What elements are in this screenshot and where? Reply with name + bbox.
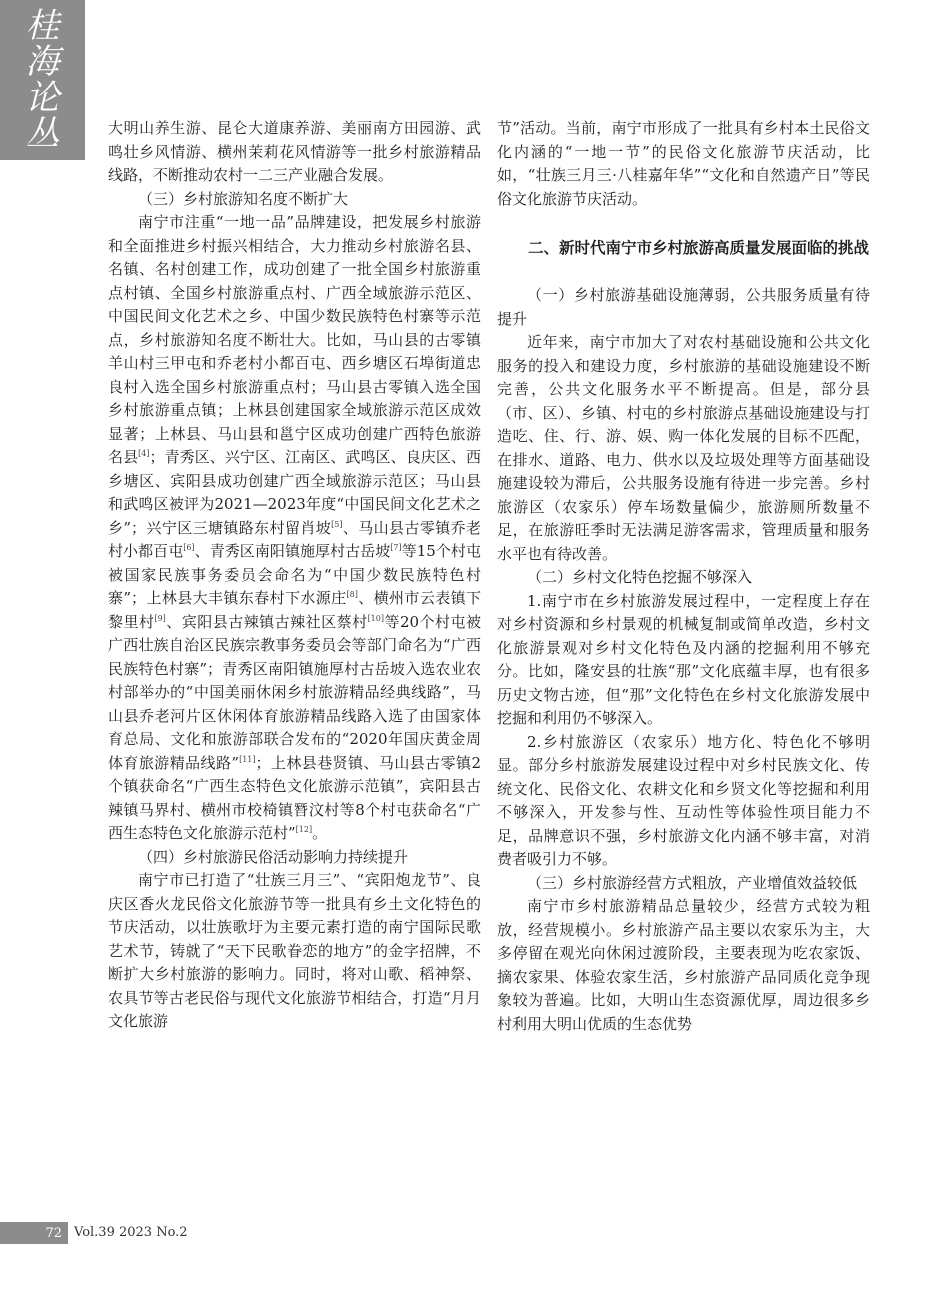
logo-char: 丛	[25, 114, 60, 154]
right-column	[497, 117, 870, 1036]
citation-ref: [9]	[154, 613, 166, 623]
paragraph: 2.乡村旅游区（农家乐）地方化、特色化不够明显。部分乡村旅游发展建设过程中对乡村民族文化、传统文化、民俗文化、农耕文化和乡贤文化等挖掘和利用不够深入，开发参与性、互动性等体验性项目能力不足，品牌意识不强，乡村旅游文化内涵不够丰富，对消费者吸引力不够。	[497, 732, 870, 868]
subheading: （二）乡村文化特色挖掘不够深入	[527, 568, 753, 586]
citation-ref: [5]	[331, 519, 343, 529]
subheading: （三）乡村旅游经营方式粗放，产业增值效益较低	[527, 873, 858, 892]
subheading: （一）乡村旅游基础设施薄弱，公共服务质量有待提升	[497, 286, 870, 328]
subheading: （三）乡村旅游知名度不断扩大	[138, 189, 349, 208]
citation-ref: [11]	[239, 754, 256, 764]
citation-ref: [12]	[295, 825, 313, 834]
journal-volume: Vol.39 2023 No.2	[74, 1225, 188, 1240]
citation-ref: [4]	[138, 449, 150, 458]
paragraph: 节”活动。当前，南宁市形成了一批具有乡村本土民俗文化内涵的“一地一节”的民俗文化旅游节庆活动，比如，“壮族三月三·八桂嘉年华”“文化和自然遗产日”等民俗文化旅游节庆活动。	[497, 119, 870, 208]
logo-char: 桂	[25, 6, 60, 46]
paragraph: 1.南宁市在乡村旅游发展过程中，一定程度上存在对乡村资源和乡村景观的机械复制或简单改造，乡村文化旅游景观对乡村文化特色及内涵的挖掘利用不够充分。比如，隆安县的壮族“那”文化底蕴丰厚，也有很多历史文物古迹，但“那”文化特色在乡村文化旅游发展中挖掘和利用仍不够深入。	[497, 591, 870, 727]
citation-ref: [8]	[346, 590, 358, 599]
paragraph: 南宁市乡村旅游精品总量较少，经营方式较为粗放，经营规模小。乡村旅游产品主要以农家乐为主，大多停留在观光向休闲过渡阶段，主要表现为吃农家饭、摘农家果、体验农家生活，乡村旅游产品同质化竞争现象较为普遍。比如，大明山生态资源优厚，周边很多乡村利用大明山优质的生态优势	[497, 897, 870, 1033]
journal-logo	[0, 0, 85, 160]
logo-char: 论	[25, 78, 60, 118]
logo-char: 海	[25, 42, 60, 82]
left-column	[108, 117, 481, 1034]
paragraph: 南宁市已打造了“壮族三月三”、“宾阳炮龙节”、良庆区香火龙民俗文化旅游节等一批具有乡土文化特色的节庆活动，以壮族歌圩为主要元素打造的南宁国际民歌艺术节，铸就了“天下民歌眷恋的地方”的金字招牌，不断扩大乡村旅游的影响力。同时，将对山歌、稻神祭、农具节等古老民俗与现代文化旅游节相结合，打造“月月文化旅游	[108, 871, 481, 1030]
citation-ref: [6]	[183, 543, 195, 552]
citation-ref: [7]	[390, 543, 402, 552]
citation-ref: [10]	[367, 613, 384, 623]
paragraph: 大明山养生游、昆仑大道康养游、美丽南方田园游、武鸣壮乡风情游、横州茉莉花风情游等一批乡村旅游精品线路，不断推动农村一二三产业融合发展。	[108, 119, 481, 184]
section-heading: 二、新时代南宁市乡村旅游高质量发展面临的挑战	[528, 238, 870, 257]
paragraph: 南宁市注重“一地一品”品牌建设，把发展乡村旅游和全面推进乡村振兴相结合，大力推动乡村旅游名县、名镇、名村创建工作，成功创建了一批全国乡村旅游重点村镇、全国乡村旅游重点村、广西全域旅游示范区、中国民间文化艺术之乡、中国少数民族特色村寨等示范点，乡村旅游知名度不断壮大。比如，马山县的古零镇羊山村三甲屯和乔老村小都百屯、西乡塘区石埠街道忠良村入选全国乡村旅游重点村；马山县古零镇入选全国乡村旅游重点镇；上林县创建国家全域旅游示范区成效显著；上林县、马山县和邕宁区成功创建广西特色旅游名县[4]；青秀区、兴宁区、江南区、武鸣区、良庆区、西乡塘区、宾阳县成功创建广西全域旅游示范区；马山县和武鸣区被评为2021—2023年度“中国民间文化艺术之乡”；兴宁区三塘镇路东村留肖坡[5]、马山县古零镇乔老村小都百屯[6]、青秀区南阳镇施厚村古岳坡[7]等15个村屯被国家民族事务委员会命名为“中国少数民族特色村寨”；上林县大丰镇东春村下水源庄[8]、横州市云表镇下黎里村[9]、宾阳县古辣镇古辣社区蔡村[10]等20个村屯被广西壮族自治区民族宗教事务委员会等部门命名为“广西民族特色村寨”；青秀区南阳镇施厚村古岳坡入选农业农村部举办的“中国美丽休闲乡村旅游精品经典线路”，马山县乔老河片区休闲体育旅游精品线路入选了由国家体育总局、文化和旅游部联合发布的“2020年国庆黄金周体育旅游精品线路”[11]；上林县巷贤镇、马山县古零镇2个镇获命名“广西生态特色文化旅游示范镇”，宾阳县古辣镇马界村、横州市校椅镇朁汶村等8个村屯获命名“广西生态特色文化旅游示范村”[12]。	[108, 213, 482, 842]
page-number: 72	[0, 1222, 68, 1244]
paragraph: 近年来，南宁市加大了对农村基础设施和公共文化服务的投入和建设力度，乡村旅游的基础设施建设不断完善，公共文化服务水平不断提高。但是，部分县（市、区）、乡镇、村屯的乡村旅游点基础设施建设与打造吃、住、行、游、娱、购一体化发展的目标不匹配，在排水、道路、电力、供水以及垃圾处理等方面基础设施建设较为滞后，公共服务设施有待进一步完善。乡村旅游区（农家乐）停车场数量偏少，旅游厕所数量不足，在旅游旺季时无法满足游客需求，管理质量和服务水平也有待改善。	[497, 333, 870, 563]
subheading: （四）乡村旅游民俗活动影响力持续提升	[138, 847, 409, 866]
